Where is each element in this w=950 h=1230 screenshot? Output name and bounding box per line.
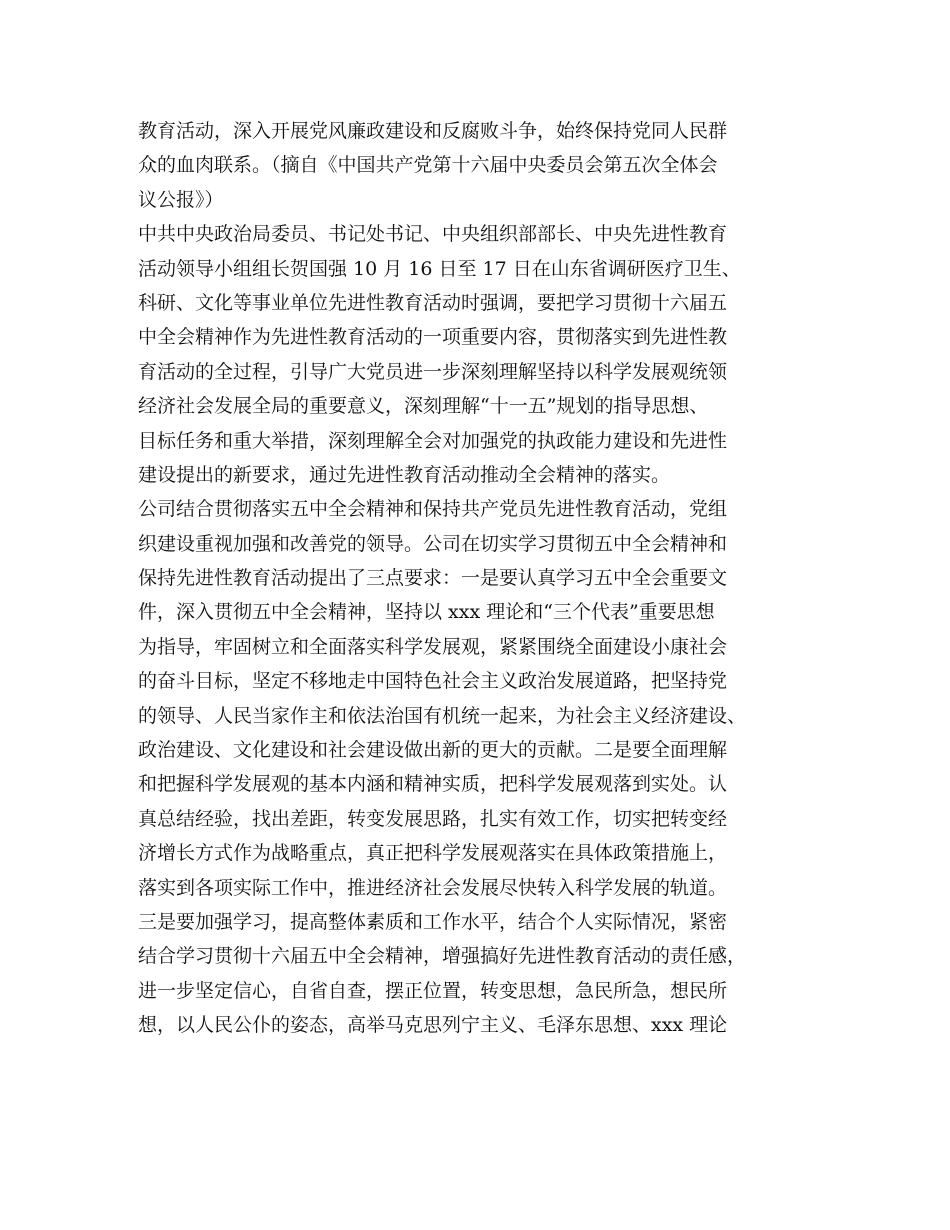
text-line: 科研、文化等事业单位先进性教育活动时强调，要把学习贯彻十六届五 (138, 291, 728, 314)
text-line: 为指导，牢固树立和全面落实科学发展观，紧紧围绕全面建设小康社会 (138, 635, 728, 658)
text-line: 济增长方式作为战略重点，真正把科学发展观落实在具体政策措施上， (138, 842, 728, 865)
text-line: 中共中央政治局委员、书记处书记、中央组织部部长、中央先进性教育 (138, 223, 728, 246)
text-line: 的奋斗目标，坚定不移地走中国特色社会主义政治发展道路，把坚持党 (138, 670, 728, 693)
text-line: 众的血肉联系。（摘自《中国共产党第十六届中央委员会第五次全体会 (138, 154, 718, 177)
text-line: 真总结经验，找出差距，转变发展思路，扎实有效工作，切实把转变经 (138, 807, 728, 830)
text-line: 想，以人民公仆的姿态，高举马克思列宁主义、毛泽东思想、xxx 理论 (138, 1014, 728, 1037)
text-line: 中全会精神作为先进性教育活动的一项重要内容，贯彻落实到先进性教 (138, 326, 728, 349)
text-line: 活动领导小组组长贺国强 10 月 16 日至 17 日在山东省调研医疗卫生、 (138, 257, 741, 280)
text-line: 保持先进性教育活动提出了三点要求：一是要认真学习五中全会重要文 (138, 567, 728, 590)
text-line: 落实到各项实际工作中，推进经济社会发展尽快转入科学发展的轨道。 (138, 876, 728, 899)
text-line: 政治建设、文化建设和社会建设做出新的更大的贡献。二是要全面理解 (138, 739, 728, 762)
text-line: 育活动的全过程，引导广大党员进一步深刻理解坚持以科学发展观统领 (138, 360, 728, 383)
document-body-text (138, 114, 818, 1043)
text-line: 织建设重视加强和改善党的领导。公司在切实学习贯彻五中全会精神和 (138, 532, 728, 555)
text-line: 经济社会发展全局的重要意义，深刻理解“十一五”规划的指导思想、 (138, 395, 709, 418)
text-line: 目标任务和重大举措，深刻理解全会对加强党的执政能力建设和先进性 (138, 429, 728, 452)
text-line: 公司结合贯彻落实五中全会精神和保持共产党员先进性教育活动，党组 (138, 498, 728, 521)
text-line: 进一步坚定信心，自省自查，摆正位置，转变思想，急民所急，想民所 (138, 979, 728, 1002)
text-line: 教育活动，深入开展党风廉政建设和反腐败斗争，始终保持党同人民群 (138, 120, 728, 142)
text-line: 的领导、人民当家作主和依法治国有机统一起来，为社会主义经济建设、 (138, 704, 747, 727)
text-line: 议公报》） (138, 188, 224, 211)
text-line: 和把握科学发展观的基本内涵和精神实质，把科学发展观落到实处。认 (138, 773, 728, 796)
text-line: 结合学习贯彻十六届五中全会精神，增强搞好先进性教育活动的责任感， (138, 945, 747, 968)
text-line: 三是要加强学习，提高整体素质和工作水平，结合个人实际情况，紧密 (138, 910, 728, 933)
text-line: 建设提出的新要求，通过先进性教育活动推动全会精神的落实。 (138, 463, 671, 486)
text-line: 件，深入贯彻五中全会精神，坚持以 xxx 理论和“三个代表”重要思想 (138, 601, 715, 624)
